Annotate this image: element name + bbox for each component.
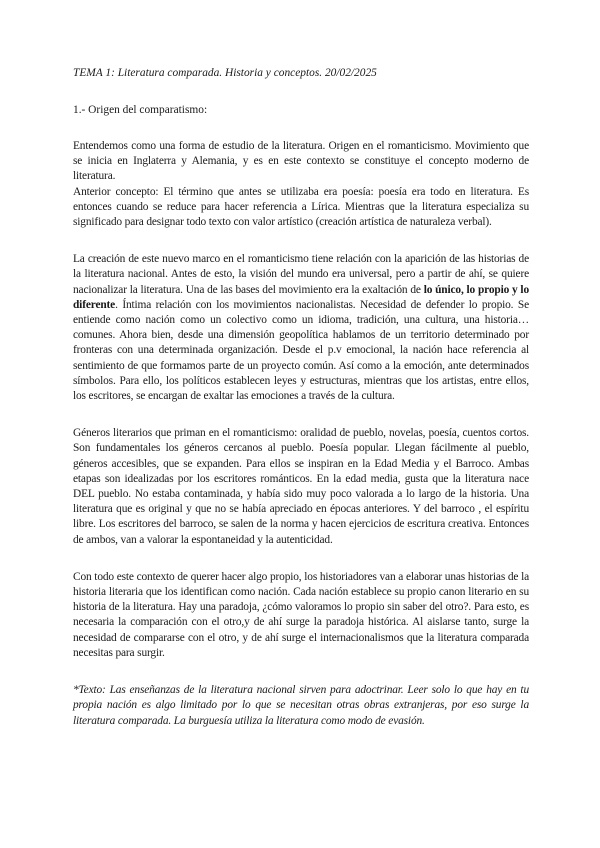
document-page <box>73 66 529 729</box>
paragraph-literary-genres: Géneros literarios que priman en el romanticismo: oralidad de pueblo, novelas, poesía, cuentos cortos. Son fundamentales los géneros cercanos al pueblo. Poesía popular. Llegan fácilmente al pueblo, géneros accesibles, que se expanden. Para ellos se inspiran en la Edad Media y el Barroco. Ambas etapas son idealizadas por los escritores románticos. En la edad media, gusta que la literatura nace DEL pueblo. No estaba contaminada, y había sido muy poco valorada a lo largo de la historia. Una literatura que es original y que no se había apreciado en épocas anteriores. Y del barroco , el espíritu libre. Los escritores del barroco, se salen de la norma y hacen ejercicios de escritura creativa. Entonces de ambos, van a valorar la espontaneidad y la autenticidad. <box>73 427 529 546</box>
paragraph-text-note: *Texto: Las enseñanzas de la literatura nacional sirven para adoctrinar. Leer solo lo que hay en tu propia nación es algo limitado por lo que se necesitan otras obras extranjeras, por eso surge la literatura comparada. La burguesía utiliza la literatura como modo de evasión. <box>73 684 529 727</box>
paragraph-text-before: La creación de este nuevo marco en el romanticismo tiene relación con la aparición de las historias de la literatura nacional. Antes de esto, la visión del mundo era universal, pero a partir de ahí, se quiere nacionalizar la literatura. Una de las bases del movimiento era la exaltación de <box>73 253 529 296</box>
paragraph-national-literature <box>73 252 529 404</box>
paragraph-comparison-context: Con todo este contexto de querer hacer algo propio, los historiadores van a elaborar unas historias de la historia literaria que los identifican como nación. Cada nación establece su propio canon literario en su historia de la literatura. Hay una paradoja, ¿cómo valoramos lo propio sin saber del otro?. Para esto, es necesaria la comparación con el otro,y de ahí surge la paradoja histórica. Al aislarse tanto, surge la necesidad de compararse con el otro, y de ahí surge el internacionalismos que la literatura comparada necesitas para surgir. <box>73 570 529 659</box>
paragraph-previous-concept: Anterior concepto: El término que antes se utilizaba era poesía: poesía era todo en literatura. Es entonces cuando se reduce para hacer referencia a Lírica. Mientras que la literatura especializa su significado para designar todo texto con valor artístico (creación artística de naturaleza verbal). <box>73 185 529 229</box>
document-title: TEMA 1: Literatura comparada. Historia y conceptos. 20/02/2025 <box>73 67 377 79</box>
bold-phrase: lo único, lo propio y lo diferente <box>73 283 529 311</box>
paragraph-origin: Entendemos como una forma de estudio de la literatura. Origen en el romanticismo. Movimiento que se inicia en Inglaterra y Alemania, y es en este contexto se constituye el concepto moderno de literatura. <box>73 140 529 183</box>
section-heading: 1.- Origen del comparatismo: <box>73 104 208 116</box>
paragraph-text-after: . Íntima relación con los movimientos nacionalistas. Necesidad de defender lo propio. Se entiende como nación como un colectivo como un idioma, tradición, una cultura, una historia… comunes. Ahora bien, desde una dimensión geopolítica hablamos de un territorio determinado por fronteras con una determinada organización. Desde el p.v emocional, la nación hace referencia al sentimiento de que formamos parte de un proyecto común. Así como a la emoción, ante determinados símbolos. Para ello, los políticos establecen leyes y estructuras, mientras que los artistas, entre ellos, los escritores, se encargan de exaltar las emociones a través de la cultura. <box>73 298 529 403</box>
